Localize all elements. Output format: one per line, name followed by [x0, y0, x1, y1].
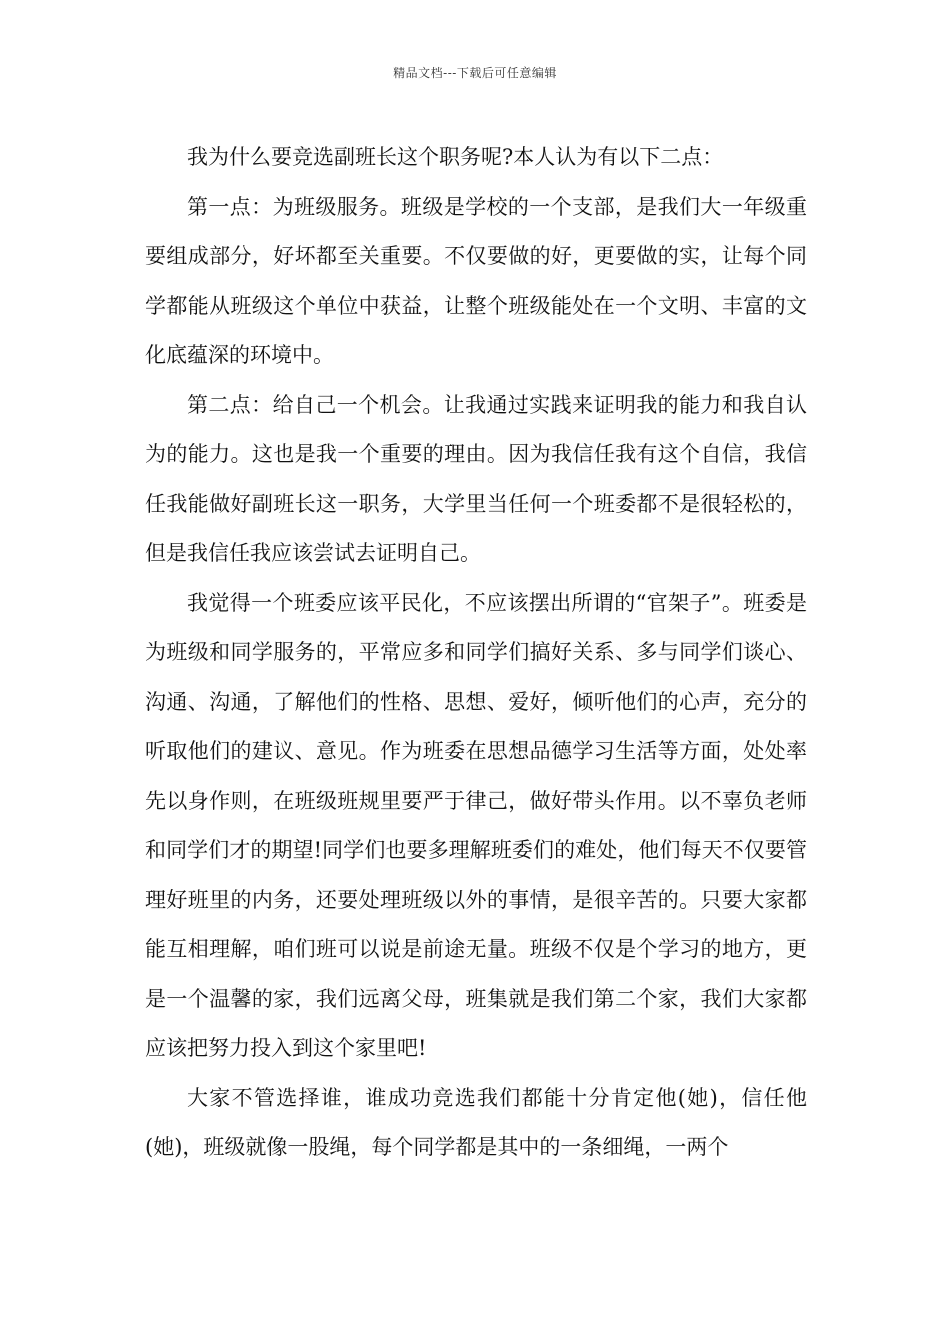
document-body	[145, 133, 807, 1173]
page-header: 精品文档---下载后可任意编辑	[393, 66, 557, 80]
paragraph-point-two: 第二点：给自己一个机会。让我通过实践来证明我的能力和我自认为的能力。这也是我一个重要的理由。因为我信任我有这个自信，我信任我能做好副班长这一职务，大学里当任何一个班委都不是很轻松的，但是我信任我应该尝试去证明自己。	[145, 392, 807, 565]
paragraph-intro: 我为什么要竞选副班长这个职务呢?本人认为有以下二点：	[187, 145, 724, 169]
paragraph-closing: 大家不管选择谁，谁成功竞选我们都能十分肯定他(她)，信任他(她)，班级就像一股绳，每个同学都是其中的一条细绳，一两个	[145, 1085, 807, 1159]
paragraph-committee-role: 我觉得一个班委应该平民化，不应该摆出所谓的“官架子”。班委是为班级和同学服务的，平常应多和同学们搞好关系、多与同学们谈心、沟通、沟通，了解他们的性格、思想、爱好，倾听他们的心声，充分的听取他们的建议、意见。作为班委在思想品德学习生活等方面，处处率先以身作则，在班级班规里要严于律己，做好带头作用。以不辜负老师和同学们才的期望!同学们也要多理解班委们的难处，他们每天不仅要管理好班里的内务，还要处理班级以外的事情，是很辛苦的。只要大家都能互相理解，咱们班可以说是前途无量。班级不仅是个学习的地方，更是一个温馨的家，我们远离父母，班集就是我们第二个家，我们大家都应该把努力投入到这个家里吧!	[145, 590, 807, 1060]
paragraph-point-one: 第一点：为班级服务。班级是学校的一个支部，是我们大一年级重要组成部分，好坏都至关重要。不仅要做的好，更要做的实，让每个同学都能从班级这个单位中获益，让整个班级能处在一个文明、丰富的文化底蕴深的环境中。	[145, 194, 807, 367]
